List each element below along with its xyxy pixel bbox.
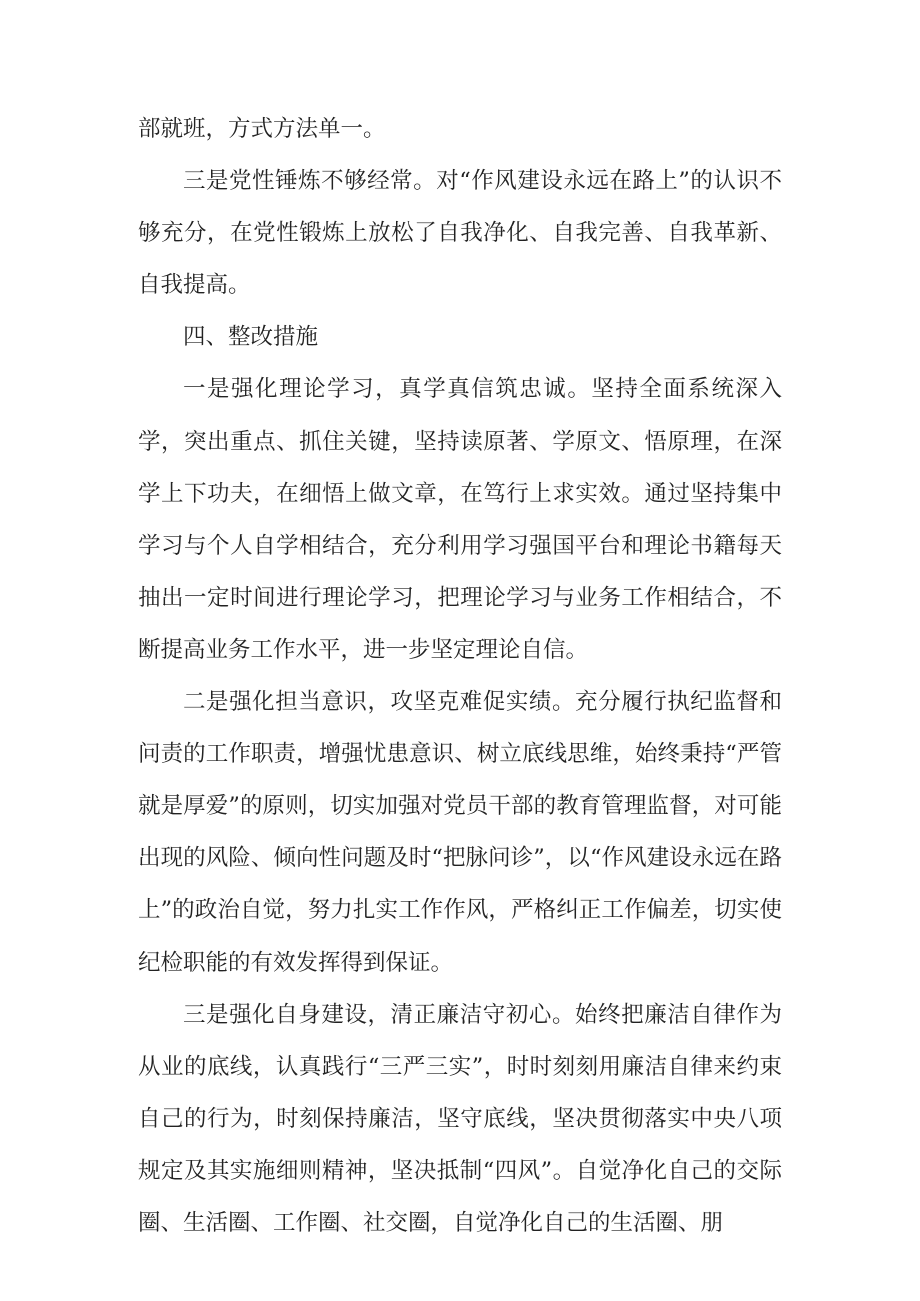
document-body — [138, 103, 782, 1249]
section-heading-rectification-measures: 四、整改措施 — [183, 324, 319, 351]
paragraph-responsibility: 二是强化担当意识，攻坚克难促实绩。充分履行执纪监督和问责的工作职责，增强忧患意识、树立底线思维，始终秉持“严管就是厚爱”的原则，切实加强对党员干部的教育管理监督，对可能出现的风险、倾向性问题及时“把脉问诊”，以“作风建设永远在路上”的政治自觉，努力扎实工作作风，严格纠正工作偏差，切实使纪检职能的有效发挥得到保证。 — [138, 689, 782, 976]
paragraph-party-spirit: 三是党性锤炼不够经常。对“作风建设永远在路上”的认识不够充分，在党性锻炼上放松了自我净化、自我完善、自我革新、自我提高。 — [138, 168, 782, 299]
paragraph-continuation: 部就班，方式方法单一。 — [138, 116, 386, 142]
paragraph-theory-study: 一是强化理论学习，真学真信筑忠诚。坚持全面系统深入学，突出重点、抓住关键，坚持读原著、学原文、悟原理，在深学上下功夫，在细悟上做文章，在笃行上求实效。通过坚持集中学习与个人自学相结合，充分利用学习强国平台和理论书籍每天抽出一定时间进行理论学习，把理论学习与业务工作相结合，不断提高业务工作水平，进一步坚定理论自信。 — [138, 376, 782, 663]
paragraph-self-discipline: 三是强化自身建设，清正廉洁守初心。始终把廉洁自律作为从业的底线，认真践行“三严三实”，时时刻刻用廉洁自律来约束自己的行为，时刻保持廉洁，坚守底线，坚决贯彻落实中央八项规定及其实施细则精神，坚决抵制“四风”。自觉净化自己的交际圈、生活圈、工作圈、社交圈，自觉净化自己的生活圈、朋 — [138, 1001, 782, 1236]
